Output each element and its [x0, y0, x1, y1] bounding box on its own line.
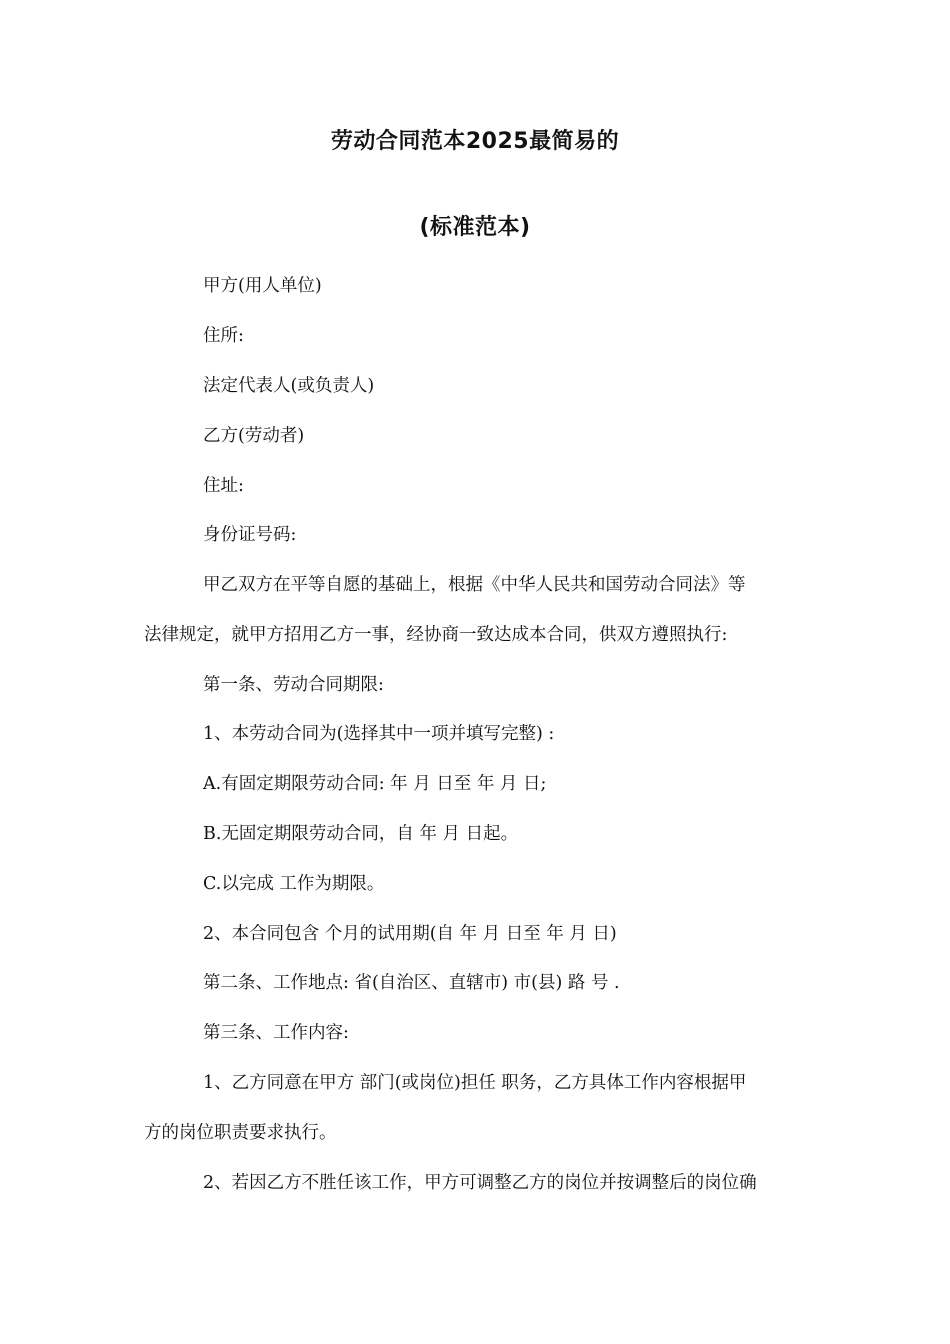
party-b-address-label: 住址:	[203, 476, 244, 496]
article-1-heading: 第一条、劳动合同期限:	[203, 675, 384, 695]
article-3-clause-1-line-2: 方的岗位职责要求执行。	[144, 1123, 337, 1143]
legal-representative-label: 法定代表人(或负责人)	[203, 376, 375, 396]
article-3-heading: 第三条、工作内容:	[203, 1023, 349, 1043]
article-1-clause-2: 2、本合同包含 个月的试用期(自 年 月 日至 年 月 日)	[203, 924, 617, 944]
article-1-clause-1: 1、本劳动合同为(选择其中一项并填写完整) :	[203, 724, 555, 744]
option-a: A.有固定期限劳动合同: 年 月 日至 年 月 日;	[203, 774, 547, 794]
article-3-clause-1-line-1: 1、乙方同意在甲方 部门(或岗位)担任 职务，乙方具体工作内容根据甲	[203, 1073, 747, 1093]
document-title: 劳动合同范本2025最简易的	[330, 129, 620, 154]
option-c: C.以完成 工作为期限。	[203, 874, 385, 894]
id-number-label: 身份证号码:	[203, 525, 297, 545]
party-b-label: 乙方(劳动者)	[203, 426, 305, 446]
article-2-heading: 第二条、工作地点: 省(自治区、直辖市) 市(县) 路 号 .	[203, 973, 620, 993]
preamble-line-2: 法律规定，就甲方招用乙方一事，经协商一致达成本合同，供双方遵照执行:	[144, 625, 728, 645]
document-subtitle: (标准范本)	[419, 215, 531, 240]
party-a-address-label: 住所:	[203, 326, 244, 346]
option-b: B.无固定期限劳动合同，自 年 月 日起。	[203, 824, 519, 844]
article-3-clause-2-line-1: 2、若因乙方不胜任该工作，甲方可调整乙方的岗位并按调整后的岗位确	[203, 1173, 757, 1193]
party-a-label: 甲方(用人单位)	[203, 276, 322, 296]
preamble-line-1: 甲乙双方在平等自愿的基础上，根据《中华人民共和国劳动合同法》等	[203, 575, 746, 595]
